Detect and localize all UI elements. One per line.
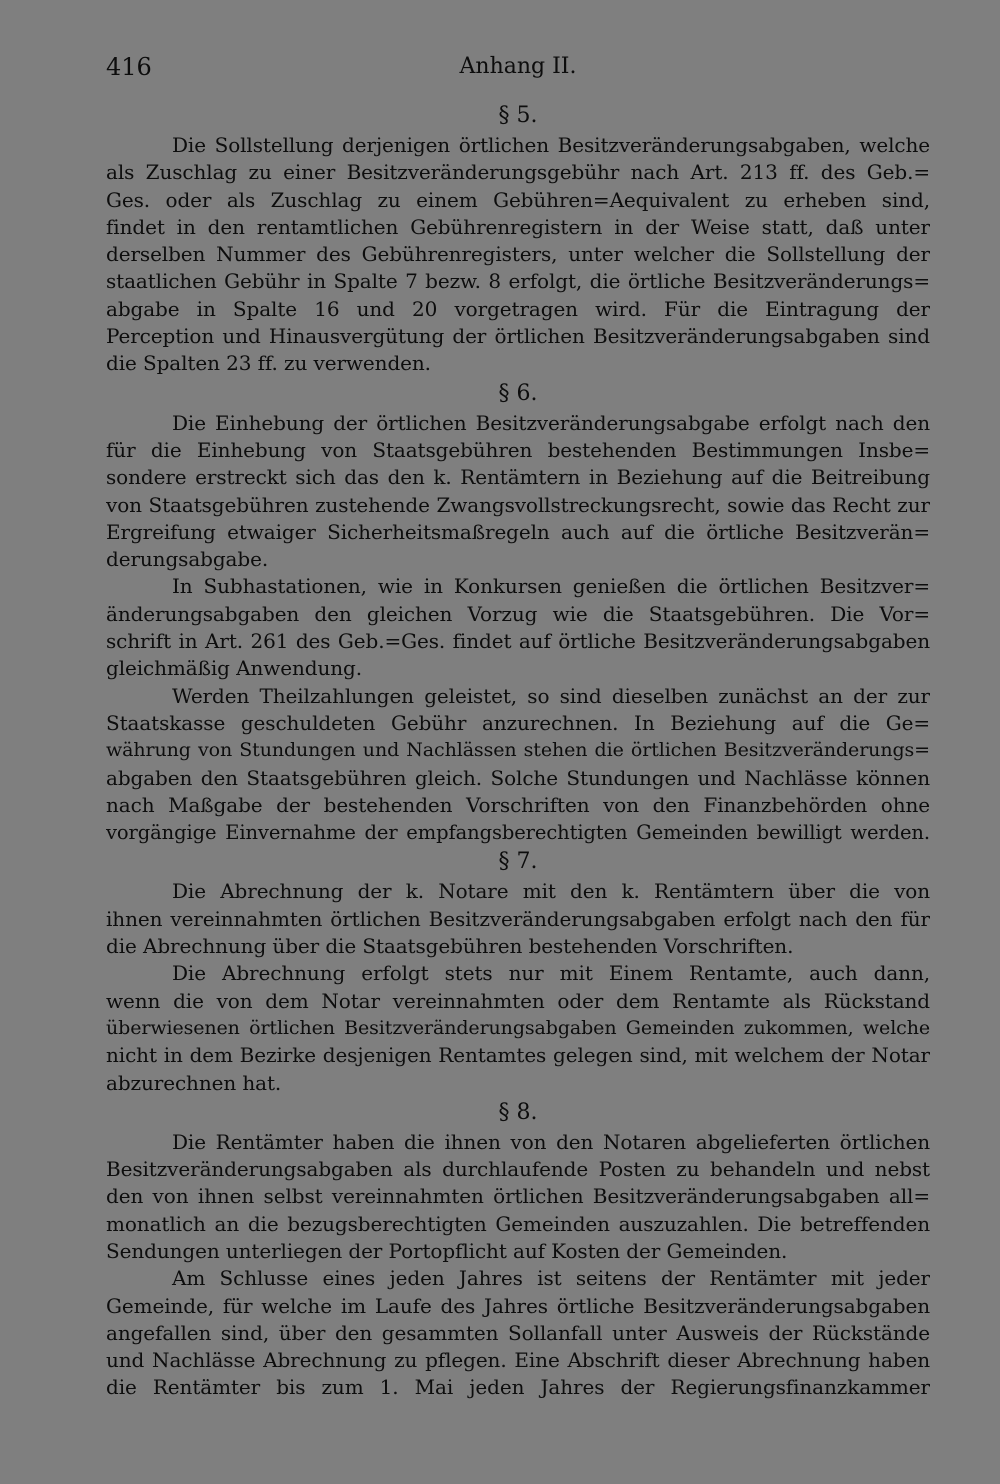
body-text: [106, 100, 930, 1402]
section-heading: § 7.: [498, 849, 538, 875]
text-line: sondere erstreckt sich das den k. Rentämtern in Beziehung auf die Beitreibung: [106, 465, 930, 490]
section-heading: § 6.: [498, 380, 538, 406]
section-heading: § 8.: [498, 1099, 538, 1125]
text-line: Gemeinde, für welche im Laufe des Jahres örtliche Besitzveränderungsabgaben: [106, 1293, 930, 1318]
text-line: vorgängige Einvernahme der empfangsberechtigten Gemeinden bewilligt werden.: [106, 821, 930, 845]
text-line: nach Maßgabe der bestehenden Vorschriften von den Finanzbehörden ohne: [106, 792, 930, 817]
text-line: gleichmäßig Anwendung.: [106, 656, 363, 681]
text-line: angefallen sind, über den gesammten Sollanfall unter Ausweis der Rückstände: [106, 1320, 930, 1345]
text-line: Werden Theilzahlungen geleistet, so sind dieselben zunächst an der zur: [172, 683, 930, 708]
text-line: Perception und Hinausvergütung der örtlichen Besitzveränderungsabgaben sind: [106, 324, 930, 349]
text-line: nicht in dem Bezirke desjenigen Rentamtes gelegen sind, mit welchem der Notar: [106, 1043, 930, 1068]
text-line: Die Abrechnung der k. Notare mit den k. Rentämtern über die von: [172, 879, 930, 904]
text-line: und Nachlässe Abrechnung zu pflegen. Eine Abschrift dieser Abrechnung haben: [106, 1348, 930, 1373]
text-line: die Rentämter bis zum 1. Mai jeden Jahres der Regierungsfinanzkammer: [106, 1375, 930, 1400]
text-line: Besitzveränderungsabgaben als durchlaufende Posten zu behandeln und nebst: [106, 1157, 930, 1182]
text-line: ihnen vereinnahmten örtlichen Besitzveränderungsabgaben erfolgt nach den für: [106, 906, 930, 931]
text-line: Die Abrechnung erfolgt stets nur mit Einem Rentamte, auch dann,: [172, 961, 930, 986]
section-heading: § 5.: [498, 103, 538, 128]
text-line: Die Einhebung der örtlichen Besitzveränderungsabgabe erfolgt nach den: [172, 410, 930, 435]
text-line: staatlichen Gebühr in Spalte 7 bezw. 8 erfolgt, die örtliche Besitzveränderungs=: [106, 269, 930, 294]
text-line: abgaben den Staatsgebühren gleich. Solche Stundungen und Nachlässe können: [106, 765, 930, 790]
text-line: änderungsabgaben den gleichen Vorzug wie die Staatsgebühren. Die Vor=: [106, 601, 930, 626]
text-line: von Staatsgebühren zustehende Zwangsvollstreckungsrecht, sowie das Recht zur: [106, 492, 930, 517]
text-line: die Abrechnung über die Staatsgebühren bestehenden Vorschriften.: [106, 934, 794, 959]
text-line: derungsabgabe.: [106, 547, 269, 572]
text-line: abgabe in Spalte 16 und 20 vorgetragen wird. Für die Eintragung der: [106, 296, 930, 321]
text-line: wenn die von dem Notar vereinnahmten oder dem Rentamte als Rückstand: [106, 988, 930, 1013]
text-line: Ges. oder als Zuschlag zu einem Gebühren=Aequivalent zu erheben sind,: [106, 187, 930, 212]
running-head: Anhang II.: [459, 54, 577, 79]
text-line: Am Schlusse eines jeden Jahres ist seitens der Rentämter mit jeder: [172, 1266, 930, 1291]
text-line: Sendungen unterliegen der Portopflicht auf Kosten der Gemeinden.: [106, 1238, 788, 1263]
page-header: [106, 50, 930, 84]
text-line: Ergreifung etwaiger Sicherheitsmaßregeln auch auf die örtliche Besitzverän=: [106, 519, 930, 544]
text-line: überwiesenen örtlichen Besitzveränderungsabgaben Gemeinden zukommen, welche: [106, 1016, 930, 1039]
text-line: die Spalten 23 ff. zu verwenden.: [106, 351, 431, 376]
text-line: In Subhastationen, wie in Konkursen genießen die örtlichen Besitzver=: [172, 574, 930, 599]
page-number: 416: [106, 53, 152, 81]
text-line: findet in den rentamtlichen Gebührenregistern in der Weise statt, daß unter: [106, 214, 930, 239]
text-line: abzurechnen hat.: [106, 1070, 282, 1095]
text-line: monatlich an die bezugsberechtigten Gemeinden auszuzahlen. Die betreffenden: [106, 1211, 930, 1236]
text-line: Staatskasse geschuldeten Gebühr anzurechnen. In Beziehung auf die Ge=: [106, 710, 930, 735]
text-line: derselben Nummer des Gebührenregisters, unter welcher die Sollstellung der: [106, 242, 930, 267]
text-line: als Zuschlag zu einer Besitzveränderungsgebühr nach Art. 213 ff. des Geb.=: [106, 160, 930, 185]
text-line: für die Einhebung von Staatsgebühren bestehenden Bestimmungen Insbe=: [106, 437, 930, 462]
text-line: den von ihnen selbst vereinnahmten örtlichen Besitzveränderungsabgaben all=: [106, 1184, 930, 1209]
text-line: Die Sollstellung derjenigen örtlichen Besitzveränderungsabgaben, welche: [172, 133, 930, 157]
text-line: währung von Stundungen und Nachlässen stehen die örtlichen Besitzveränderungs=: [106, 739, 930, 762]
text-line: Die Rentämter haben die ihnen von den Notaren abgelieferten örtlichen: [172, 1129, 930, 1154]
text-line: schrift in Art. 261 des Geb.=Ges. findet auf örtliche Besitzveränderungsabgaben: [106, 629, 930, 654]
